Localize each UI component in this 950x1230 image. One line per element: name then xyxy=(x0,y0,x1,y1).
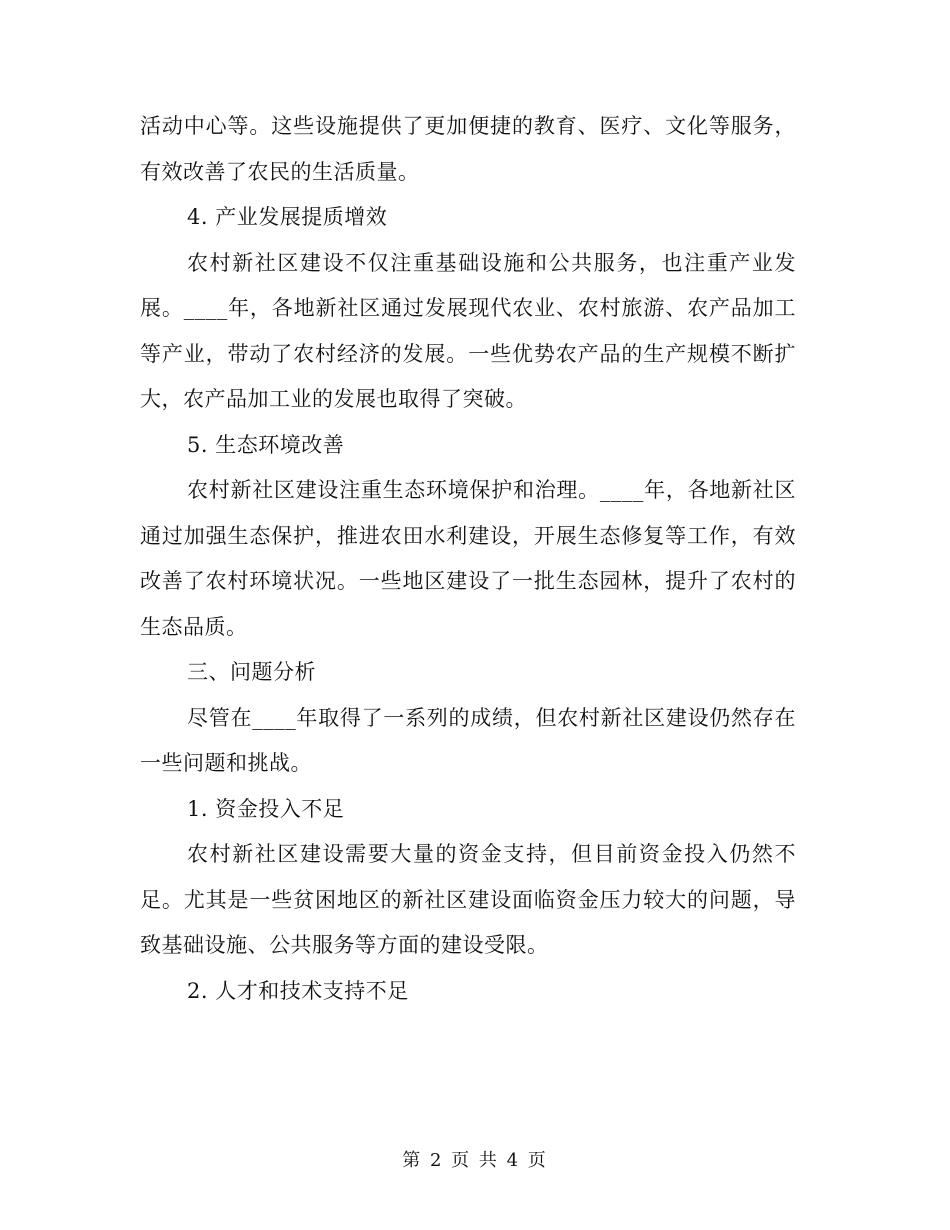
subheading-funding: 1. 资金投入不足 xyxy=(187,796,345,821)
paragraph-industry-development: 农村新社区建设不仅注重基础设施和公共服务，也注重产业发展。____年，各地新社区通过发展现代农业、农村旅游、农产品加工等产业，带动了农村经济的发展。一些优势农产品的生产规模不断扩大，农产品加工业的发展也取得了突破。 xyxy=(140,250,796,411)
subheading-industry-development: 4. 产业发展提质增效 xyxy=(187,205,388,229)
subheading-ecology: 5. 生态环境改善 xyxy=(187,432,345,457)
page-number-footer: 第 2 页 共 4 页 xyxy=(402,1150,548,1171)
subheading-talent-technology: 2. 人才和技术支持不足 xyxy=(187,978,409,1003)
paragraph-ecology: 农村新社区建设注重生态环境保护和治理。____年，各地新社区通过加强生态保护，推进农田水利建设，开展生态修复等工作，有效改善了农村环境状况。一些地区建设了一批生态园林，提升了农村的生态品质。 xyxy=(140,478,796,639)
paragraph-problem-intro: 尽管在____年取得了一系列的成绩，但农村新社区建设仍然存在一些问题和挑战。 xyxy=(140,705,796,775)
document-body xyxy=(140,104,796,1014)
section-heading-problem-analysis: 三、问题分析 xyxy=(187,660,316,684)
paragraph-continuation: 活动中心等。这些设施提供了更加便捷的教育、医疗、文化等服务，有效改善了农民的生活质量。 xyxy=(140,114,796,184)
paragraph-funding: 农村新社区建设需要大量的资金支持，但目前资金投入仍然不足。尤其是一些贫困地区的新社区建设面临资金压力较大的问题，导致基础设施、公共服务等方面的建设受限。 xyxy=(140,842,796,957)
